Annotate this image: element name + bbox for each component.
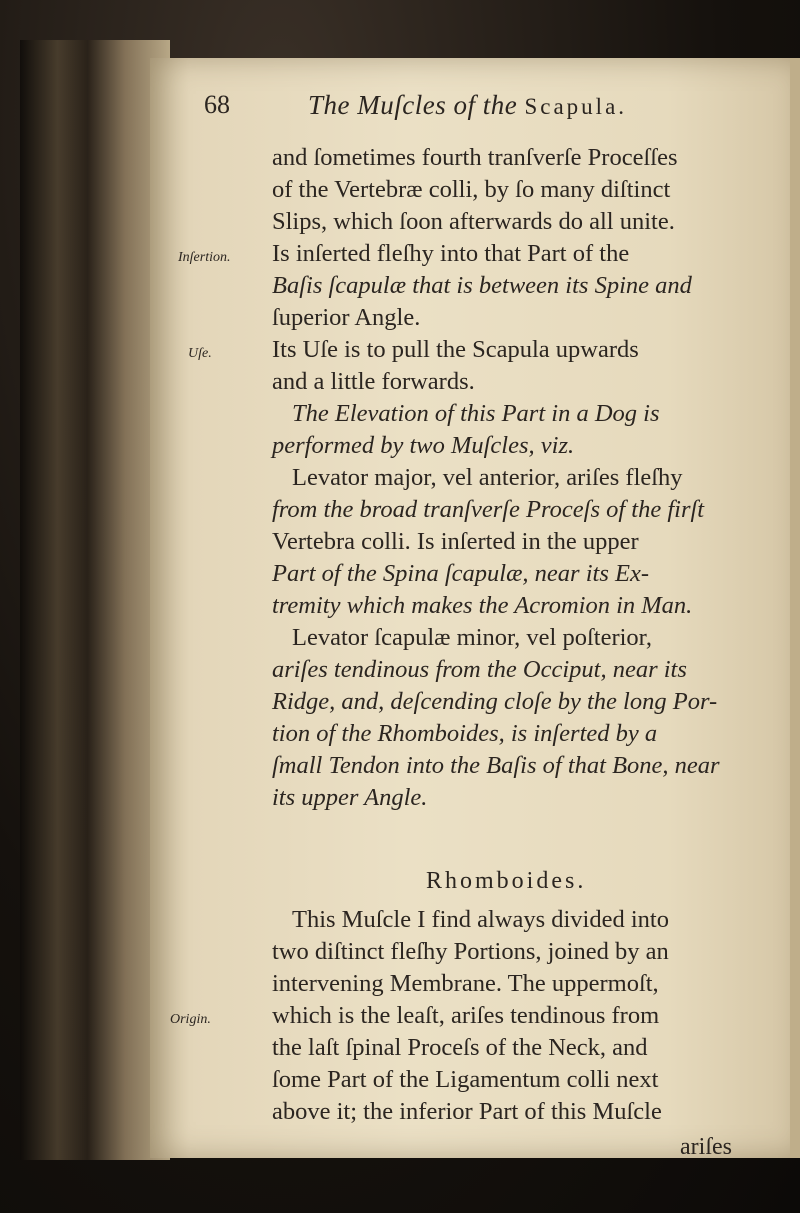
text-line: Levator major, vel anterior, ariſes fleſhy: [292, 464, 683, 491]
text-line: ſmall Tendon into the Baſis of that Bone, near: [272, 752, 720, 779]
catchword: ariſes: [680, 1134, 732, 1160]
section-heading: Rhomboides.: [426, 868, 587, 894]
text-line: its upper Angle.: [272, 784, 428, 811]
text-line: intervening Membrane. The uppermoſt,: [272, 970, 659, 997]
margin-note-use: Uſe.: [188, 346, 212, 361]
text-line: The Elevation of this Part in a Dog is: [292, 400, 660, 427]
running-head-italic: The Muſcles of the: [308, 90, 518, 120]
page-header: [180, 90, 780, 130]
text-line: Slips, which ſoon afterwards do all unite.: [272, 208, 675, 235]
text-line: Ridge, and, deſcending cloſe by the long Por-: [272, 688, 718, 715]
text-line: from the broad tranſverſe Proceſs of the firſt: [272, 496, 705, 523]
text-line: ſome Part of the Ligamentum colli next: [272, 1066, 659, 1093]
text-line: This Muſcle I find always divided into: [292, 906, 669, 933]
page-number: 68: [204, 90, 230, 119]
text-line: and ſometimes fourth tranſverſe Proceſſes: [272, 144, 678, 171]
text-line: of the Vertebræ colli, by ſo many diſtinct: [272, 176, 671, 203]
text-line: Vertebra colli. Is inſerted in the upper: [272, 528, 639, 555]
text-line: tion of the Rhomboides, is inſerted by a: [272, 720, 658, 747]
text-line: which is the leaſt, ariſes tendinous from: [272, 1002, 660, 1029]
text-line: two diſtinct fleſhy Portions, joined by an: [272, 938, 669, 965]
text-line: the laſt ſpinal Proceſs of the Neck, and: [272, 1034, 648, 1061]
text-line: above it; the inferior Part of this Muſcle: [272, 1098, 662, 1125]
text-line: Part of the Spina ſcapulæ, near its Ex-: [272, 560, 649, 587]
text-line: ſuperior Angle.: [272, 304, 421, 331]
running-head: [308, 90, 627, 121]
text-line: tremity which makes the Acromion in Man.: [272, 592, 693, 619]
text-line: performed by two Muſcles, viz.: [272, 432, 575, 459]
text-line: and a little forwards.: [272, 368, 475, 395]
text-line: Is inſerted fleſhy into that Part of the: [272, 240, 630, 267]
text-line: Baſis ſcapulæ that is between its Spine and: [272, 272, 692, 299]
margin-note-insertion: Inſertion.: [178, 250, 231, 265]
book-binding: [20, 40, 170, 1160]
running-head-smallcaps: Scapula.: [524, 94, 628, 119]
page-text: [170, 90, 780, 1160]
text-line: Its Uſe is to pull the Scapula upwards: [272, 336, 639, 363]
margin-note-origin: Origin.: [170, 1012, 211, 1027]
text-line: ariſes tendinous from the Occiput, near its: [272, 656, 687, 683]
page-edge: [790, 58, 800, 1158]
text-line: Levator ſcapulæ minor, vel poſterior,: [292, 624, 652, 651]
